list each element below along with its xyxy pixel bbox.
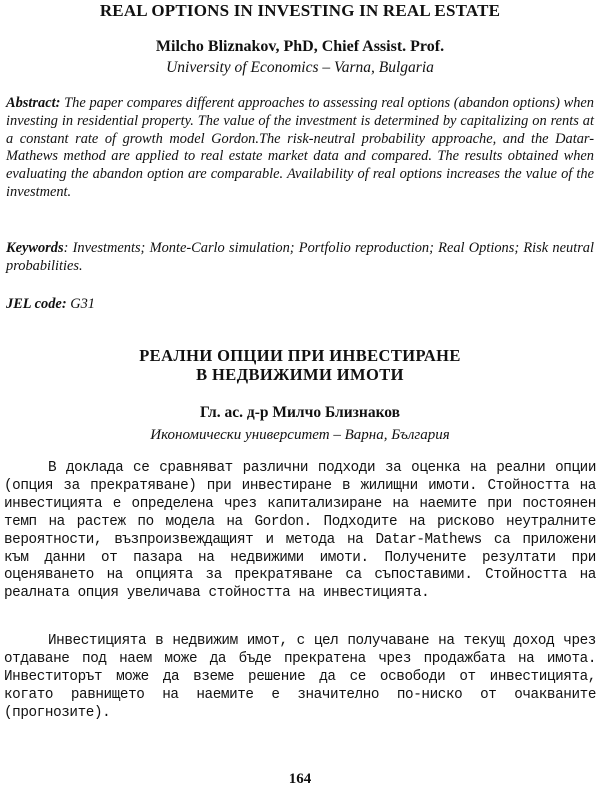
body-paragraph-2: Инвестицията в недвижим имот, с цел получаване на текущ доход чрез отдаване под наем може да бъде прекратена чрез продажбата на имота. Инвеститорът може да вземе решение да се освободи от инвестицията, когато равнището на наемите е значително по-ниско от очакваните (прогнозите). xyxy=(4,633,596,721)
english-affiliation: University of Economics – Varna, Bulgaria xyxy=(166,59,434,76)
bulgarian-title xyxy=(0,346,600,384)
keywords xyxy=(6,240,594,276)
keywords-text: : Investments; Monte-Carlo simulation; Portfolio reproduction; Real Options; Risk neutral probabilities. xyxy=(6,240,594,274)
english-author: Milcho Bliznakov, PhD, Chief Assist. Prof. xyxy=(155,38,445,55)
abstract-label: Abstract: xyxy=(6,95,61,111)
bulgarian-author: Гл. ас. д-р Милчо Близнаков xyxy=(199,404,401,421)
abstract xyxy=(6,95,594,202)
page-number: 164 xyxy=(288,771,312,787)
jel-label: JEL code: xyxy=(6,296,67,312)
bulgarian-title-line-1: РЕАЛНИ ОПЦИИ ПРИ ИНВЕСТИРАНЕ xyxy=(139,346,461,365)
jel-value: G31 xyxy=(66,296,95,312)
body-paragraph-1: В доклада се сравняват различни подходи за оценка на реални опции (опция за прекратяване) при инвестиране в жилищни имоти. Стойността на инвестицията е определена чрез капитализиране на наемите при постоянен темп на растеж по модела на Gordon. Подходите на рисково неутралните вероятности, възпроизвеждащият и метода на Datar-Mathews са приложени към данни от пазара на недвижими имоти. Получените резултати при оценяването на опцията за прекратяване са съпоставими. Стойността на реалната опция увеличава стойността на инвестицията. xyxy=(4,460,596,602)
bulgarian-affiliation: Икономически университет – Варна, България xyxy=(150,427,450,443)
bulgarian-title-line-2: В НЕДВИЖИМИ ИМОТИ xyxy=(196,365,404,384)
keywords-label: Keywords xyxy=(6,240,64,256)
abstract-text: The paper compares different approaches to assessing real options (abandon options) when investing in residential property. The value of the investment is determined by capitalizing on rents at a constant rate of growth model Gordon.The risk-neutral probability approache, and the Datar-Mathews method are applied to real estate market data and compared. The results obtained when evaluating the abandon option are comparable. Availability of real options increases the value of the investment. xyxy=(6,95,594,200)
jel-code xyxy=(6,296,594,314)
english-title: REAL OPTIONS IN INVESTING IN REAL ESTATE xyxy=(99,1,501,20)
